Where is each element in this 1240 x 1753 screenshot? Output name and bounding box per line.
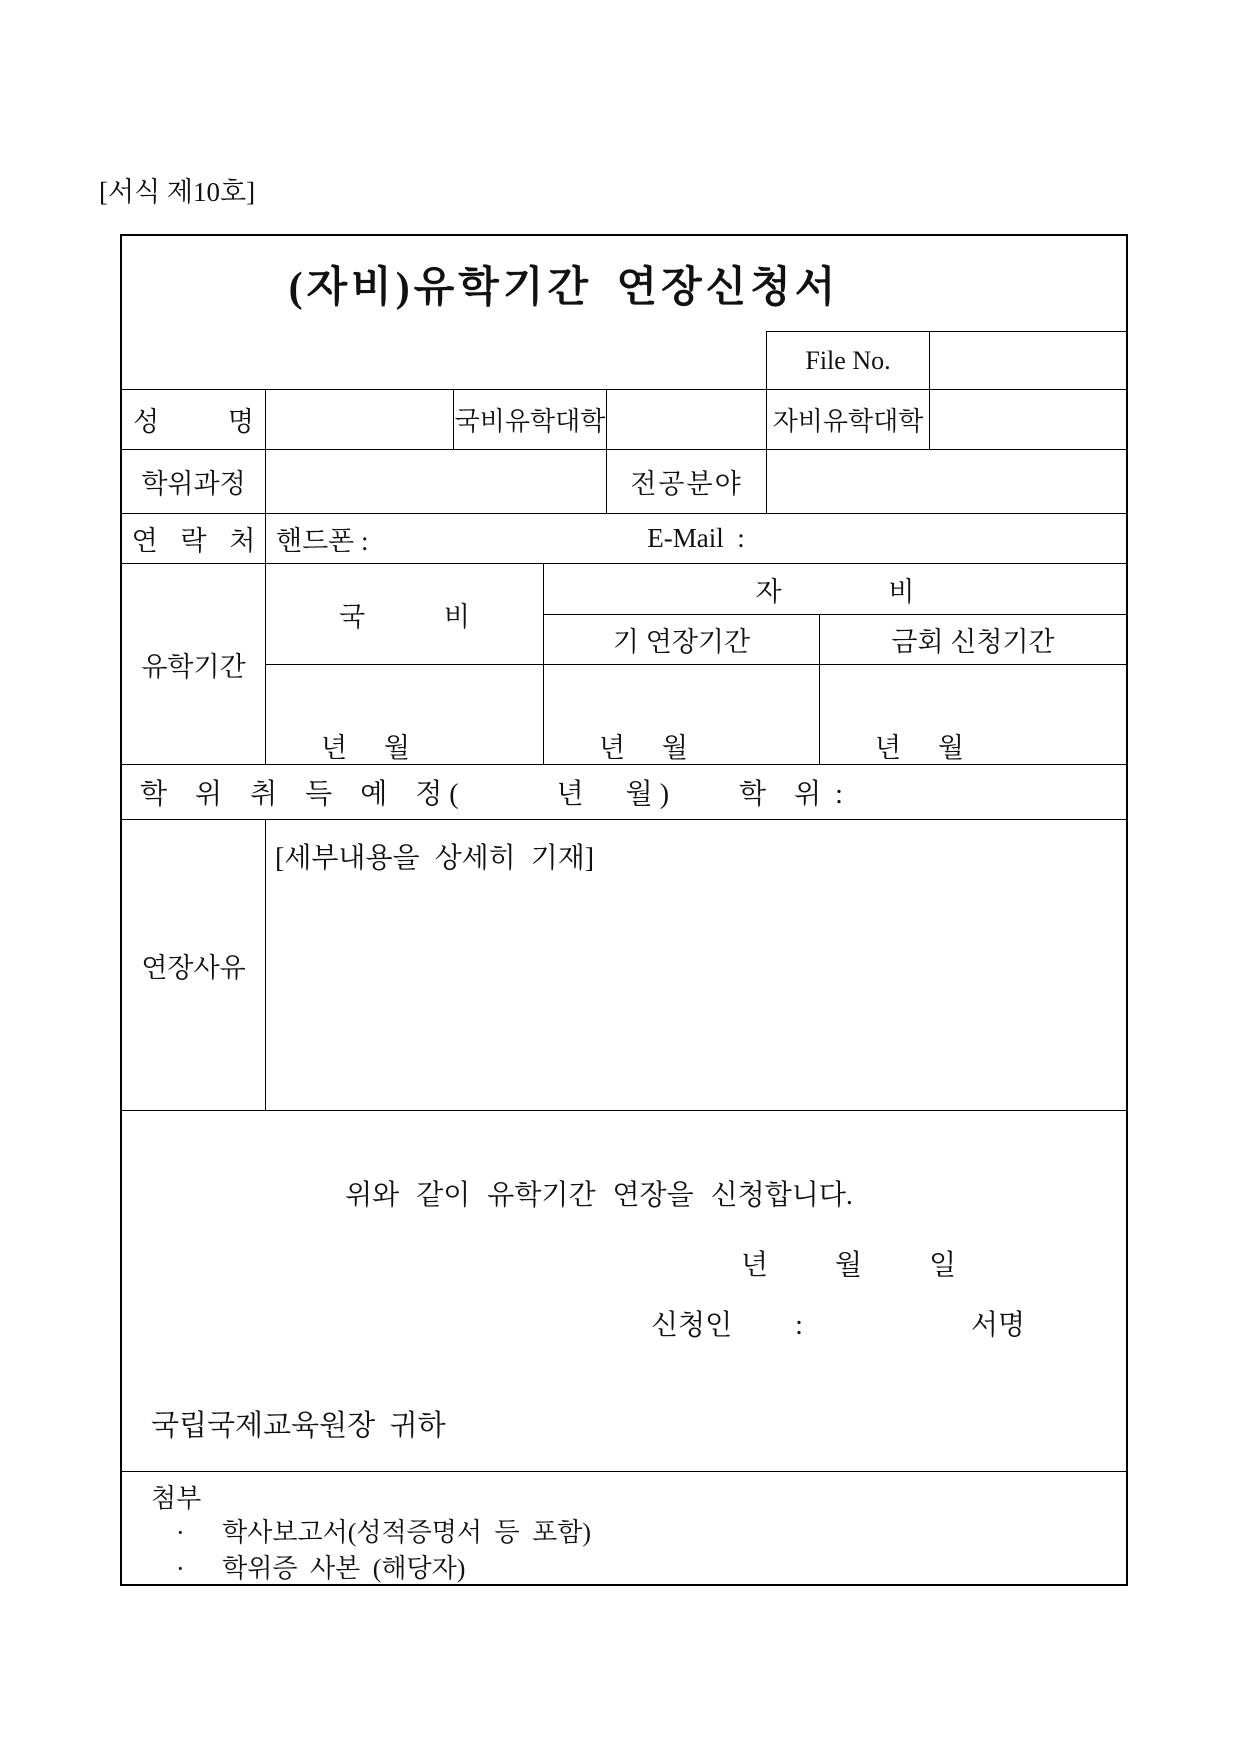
gukbi-university-value-cell xyxy=(606,389,766,449)
degree-course-label: 학위과정 xyxy=(122,449,265,513)
expected-degree-line: 학 위 취 득 예 정 ( 년 월 ) 학 위 : xyxy=(122,764,1126,819)
statement-date-line: 년 월 일 xyxy=(741,1250,957,1281)
file-no-label: File No. xyxy=(766,331,929,389)
current-request-value-cell xyxy=(819,664,1126,764)
email-label: E-Mail : xyxy=(647,523,745,553)
attachments-block xyxy=(122,1471,1126,1584)
attachments-label: 첨부 xyxy=(151,1484,202,1513)
degree-course-value-cell xyxy=(265,449,606,513)
phone-label: 핸드폰 : xyxy=(276,526,369,556)
statement-block xyxy=(122,1110,1126,1471)
attachment-item: · 학사보고서(성적증명서 등 포함) xyxy=(176,1518,591,1547)
jabi-period-header: 자 비 xyxy=(543,563,1126,614)
extension-reason-label: 연장사유 xyxy=(122,819,265,1110)
form-code-label: [서식 제10호] xyxy=(99,177,256,207)
gukbi-university-label: 국비유학대학 xyxy=(453,389,606,449)
gukbi-period-value-cell xyxy=(265,664,543,764)
applicant-signature-line: 신청인 : 서명 xyxy=(651,1310,1026,1341)
application-form-table xyxy=(120,234,1128,1586)
name-label: 성 명 xyxy=(122,389,265,449)
form-title: (자비)유학기간 연장신청서 xyxy=(288,264,840,311)
attachment-item: · 학위증 사본 (해당자) xyxy=(176,1554,466,1583)
contact-label: 연 락 처 xyxy=(122,513,265,563)
jabi-university-value-cell xyxy=(929,389,1126,449)
period-from-line: 년 월 xyxy=(599,733,688,763)
study-period-label: 유학기간 xyxy=(122,563,265,764)
period-from-line: 년 월 xyxy=(321,733,410,763)
current-request-header: 금회 신청기간 xyxy=(819,614,1126,664)
name-value-cell xyxy=(265,389,453,449)
gukbi-period-header: 국 비 xyxy=(265,563,543,664)
extension-reason-value-cell: [세부내용을 상세히 기재] xyxy=(265,819,1126,1110)
recipient-line: 국립국제교육원장 귀하 xyxy=(151,1410,446,1442)
major-field-label: 전공분야 xyxy=(606,449,766,513)
file-no-value-cell xyxy=(929,331,1126,389)
contact-value-cell xyxy=(265,513,1126,563)
previous-extension-header: 기 연장기간 xyxy=(543,614,819,664)
statement-text: 위와 같이 유학기간 연장을 신청합니다. xyxy=(345,1180,853,1211)
jabi-university-label: 자비유학대학 xyxy=(766,389,929,449)
period-from-line: 년 월 xyxy=(875,733,964,763)
major-field-value-cell xyxy=(766,449,1126,513)
previous-extension-value-cell xyxy=(543,664,819,764)
